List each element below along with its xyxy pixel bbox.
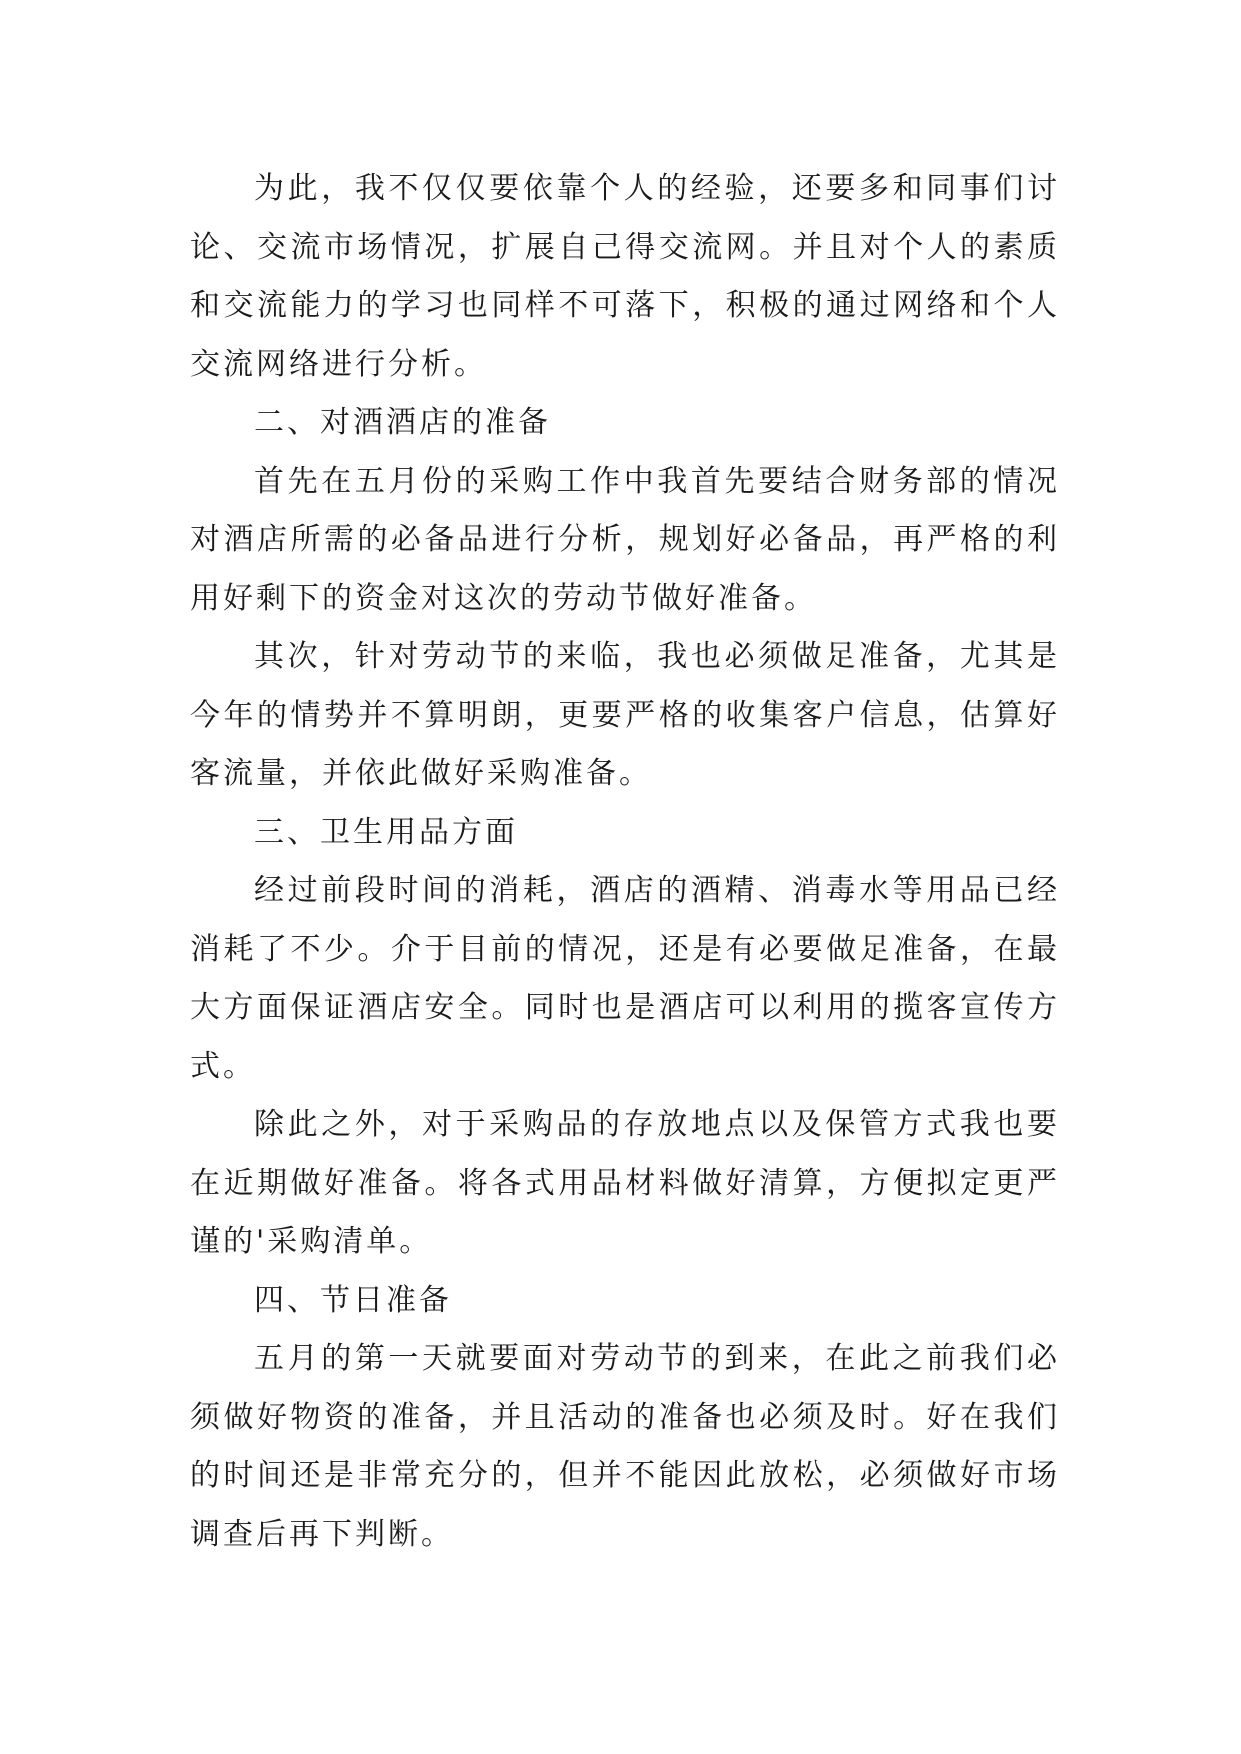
- paragraph-communication: 为此，我不仅仅要依靠个人的经验，还要多和同事们讨论、交流市场情况，扩展自己得交流网。并且对个人的素质和交流能力的学习也同样不可落下，积极的通过网络和个人交流网络进行分析。: [190, 171, 1060, 382]
- paragraph-disinfectant: 经过前段时间的消耗，酒店的酒精、消毒水等用品已经消耗了不少。介于目前的情况，还是有必要做足准备，在最大方面保证酒店安全。同时也是酒店可以利用的揽客宣传方式。: [190, 873, 1060, 1084]
- paragraph-storage: 除此之外，对于采购品的存放地点以及保管方式我也要在近期做好准备。将各式用品材料做好清算，方便拟定更严谨的'采购清单。: [190, 1107, 1060, 1259]
- paragraph-may-procurement: 首先在五月份的采购工作中我首先要结合财务部的情况对酒店所需的必备品进行分析，规划好必备品，再严格的利用好剩下的资金对这次的劳动节做好准备。: [190, 463, 1060, 616]
- document-body: [190, 160, 1060, 1564]
- section-heading-hygiene-supplies: 三、卫生用品方面: [254, 814, 518, 850]
- paragraph-market-survey: 五月的第一天就要面对劳动节的到来，在此之前我们必须做好物资的准备，并且活动的准备也必须及时。好在我们的时间还是非常充分的，但并不能因此放松，必须做好市场调查后再下判断。: [190, 1341, 1060, 1552]
- section-heading-hotel-preparation: 二、对酒酒店的准备: [254, 405, 551, 440]
- paragraph-labor-day: 其次，针对劳动节的来临，我也必须做足准备，尤其是今年的情势并不算明朗，更要严格的收集客户信息，估算好客流量，并依此做好采购准备。: [190, 639, 1060, 791]
- section-heading-holiday-preparation: 四、节日准备: [254, 1282, 452, 1318]
